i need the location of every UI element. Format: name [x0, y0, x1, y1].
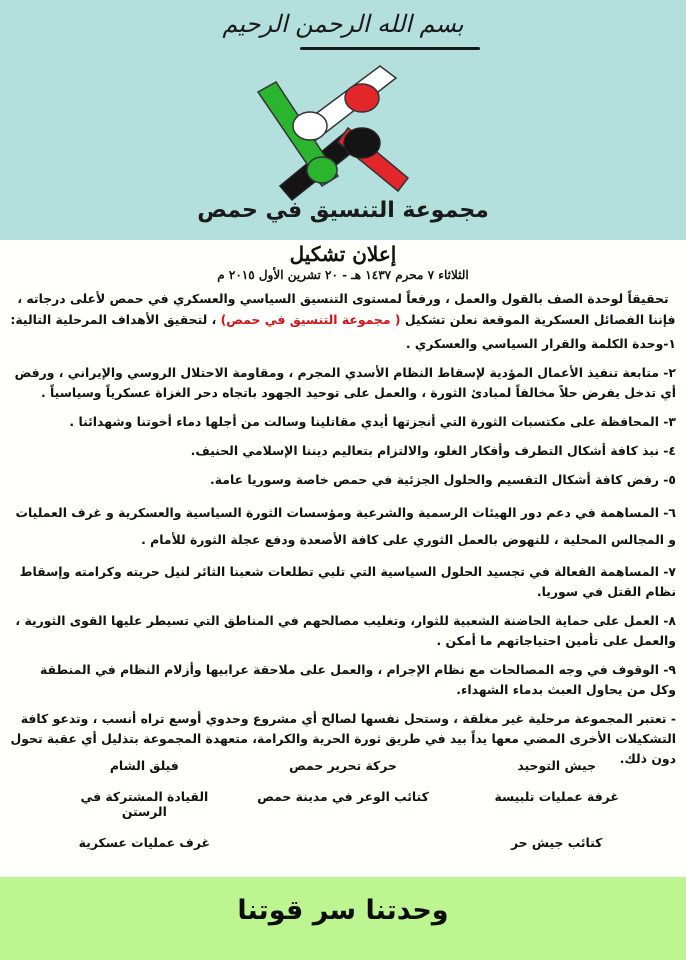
basmala-calligraphy: بسم الله الرحمن الرحيم: [222, 10, 464, 38]
announcement-date: الثلاثاء ٧ محرم ١٤٣٧ هـ - ٢٠ تشرين الأول ٢٠١٥ م: [217, 268, 469, 282]
intro-highlight: ( مجموعة التنسيق في حمص): [220, 312, 401, 327]
group-title: مجموعة التنسيق في حمص: [197, 198, 489, 223]
goal-item: ٦- المساهمة في دعم دور الهيئات الرسمية والشرعية ومؤسسات الثورة السياسية والعسكرية و غرف العمليات و المجالس المحلية ، للنهوض بالعمل الثوري على كافة الأصعدة ودفع عجلة الثورة للأمام .: [15, 505, 676, 547]
goal-item: ١-وحدة الكلمة والقرار السياسي والعسكري .: [405, 336, 676, 351]
signatory: غرف عمليات عسكرية: [78, 835, 210, 850]
white-hand: [293, 112, 327, 140]
intro-text-1: تحقيقاً لوحدة الصف بالقول والعمل ، ورفعاً لمستوى التنسيق السياسي والعسكري في حمص لأعلى درجاته ، فإننا الفصائل العسكرية الموقعة نعلن تشكيل: [17, 291, 676, 327]
signatory: كتائب الوعر في مدينة حمص: [257, 789, 429, 804]
closing-note: - تعتبر المجموعة مرحلية غير مغلقة ، وستحل نفسها لصالح أي مشروع وحدوي أوسع تراه أنسب ، وتدعو كافة التشكيلات الأخرى المضي معها يداً بيد في طريق ثورة الحرية والكرامة، متعهدة المجموعة بتذليل أي عقبة تحول دون ذلك.: [10, 711, 676, 766]
signatories-grid: [0, 758, 686, 850]
signatory: حركة تحرير حمص: [289, 758, 397, 773]
goal-item: ٧- المساهمة الفعالة في تجسيد الحلول السياسية التي تلبي تطلعات شعبنا الثائر لنيل حريته وكرامته وإسقاط نظام القتل في سوريا.: [19, 564, 676, 599]
green-hand: [307, 157, 337, 183]
goal-item: ٨- العمل على حماية الحاضنة الشعبية للثوار، وتغليب مصالحهم في المناطق التي تسيطر عليها القوى الثورية ، والعمل على تأمين احتياجاتهم ما أمكن .: [15, 613, 676, 648]
signatory: غرفة عمليات تلبيسة: [494, 789, 619, 804]
goals-list: [10, 334, 676, 769]
intro-text-2: ، لتحقيق الأهداف المرحلية التالية:: [10, 312, 217, 327]
basmala-underline: [300, 47, 480, 50]
goal-item: ٤- نبذ كافة أشكال التطرف وأفكار الغلو، والالتزام بتعاليم ديننا الإسلامي الحنيف.: [190, 443, 676, 458]
signatory: [229, 835, 458, 850]
linked-hands-logo-icon: [250, 58, 420, 203]
signatory: كتائب جيش حر: [510, 835, 603, 850]
header-band: [0, 0, 686, 240]
black-hand: [344, 128, 380, 158]
announcement-title: إعلان تشكيل: [289, 242, 397, 266]
announcement-body: [0, 240, 686, 778]
goal-item: ٣- المحافظة على مكتسبات الثورة التي أنجزتها أيدي مقاتلينا وسالت من أجلها دماء أخوتنا وشهدائنا .: [69, 414, 676, 429]
goal-item: ٢- متابعة تنفيذ الأعمال المؤدية لإسقاط النظام الأسدي المجرم ، ومقاومة الاحتلال الروسي والإيراني ، ورفض أي تدخل يفرض حلاً مخالفاً لمبادئ الثورة ، والعمل على توحيد الجهود باتجاه دحر الغزاة عسكرياً وسياسياً .: [14, 365, 676, 400]
signatory: فيلق الشام: [109, 758, 179, 773]
footer-band: [0, 877, 686, 960]
goal-item: ٩- الوقوف في وجه المصالحات مع نظام الإجرام ، والعمل على ملاحقة عرابيها وأزلام النظام في المنطقة وكل من يحاول العبث بدماء الشهداء.: [40, 662, 676, 697]
red-hand: [345, 84, 379, 112]
intro-paragraph: [8, 288, 678, 330]
slogan: وحدتنا سر قوتنا: [237, 895, 449, 926]
signatory: جيش التوحيد: [517, 758, 597, 773]
signatory: القيادة المشتركة في الرستن: [80, 789, 209, 819]
goal-item: ٥- رفض كافة أشكال التقسيم والحلول الجزئية في حمص خاصة وسوريا عامة.: [210, 472, 676, 487]
